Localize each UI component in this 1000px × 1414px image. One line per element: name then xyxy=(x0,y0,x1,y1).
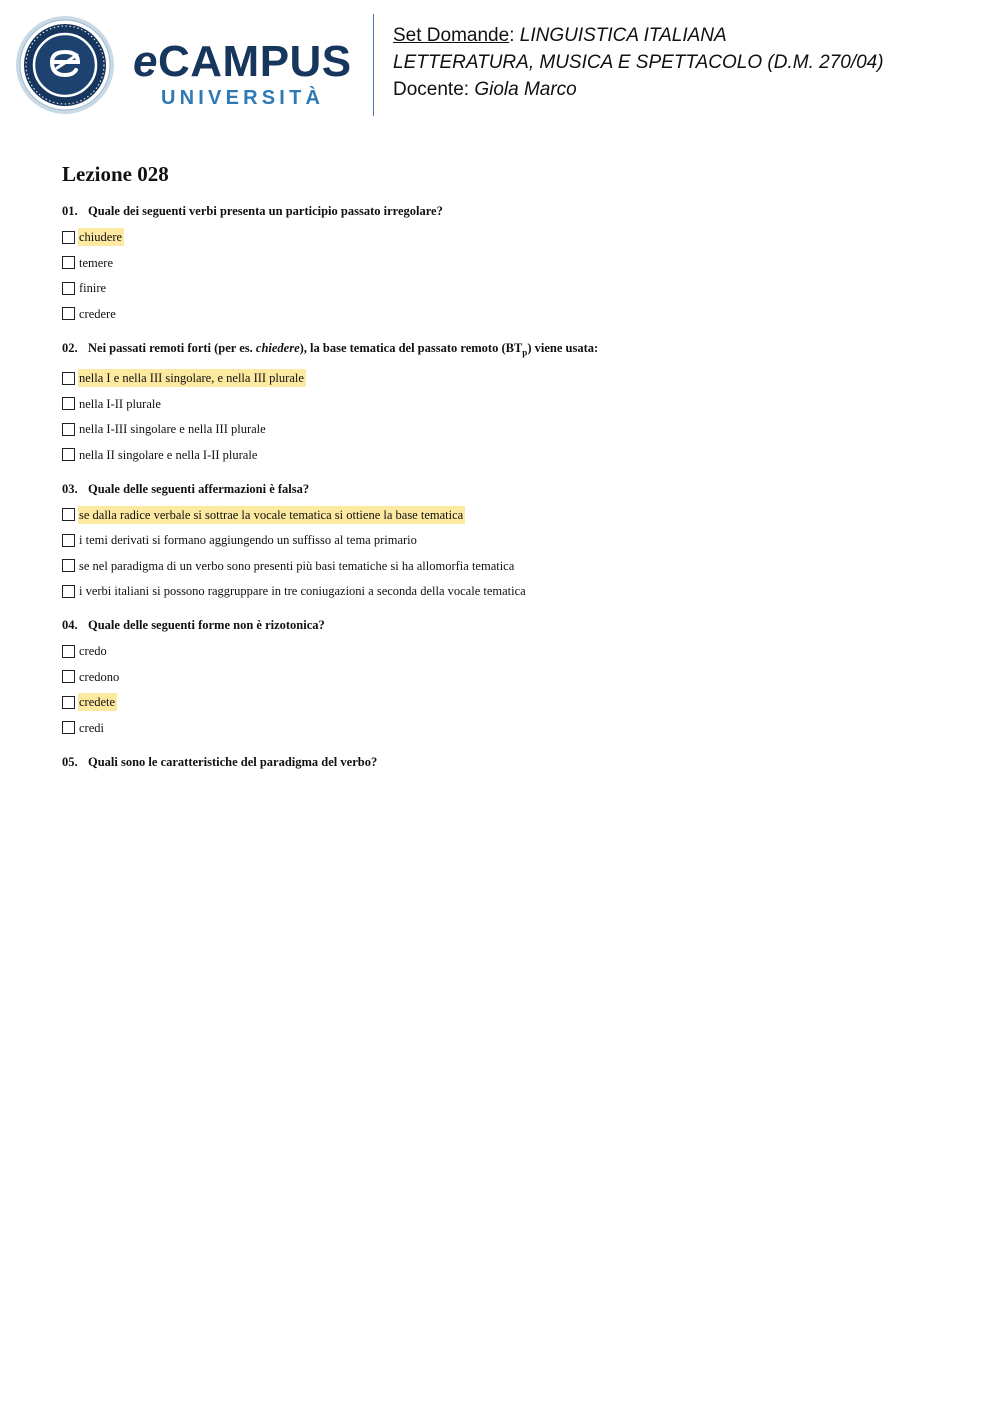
brand-campus: CAMPUS xyxy=(157,37,352,86)
option-label: se dalla radice verbale si sottrae la vocale tematica si ottiene la base tematica xyxy=(79,507,464,522)
course-line-1 xyxy=(393,22,884,49)
teacher-line xyxy=(393,76,884,103)
checkbox[interactable] xyxy=(62,670,75,683)
course-info xyxy=(393,22,884,103)
question-number: 01. xyxy=(62,204,78,218)
answer-option[interactable] xyxy=(62,279,942,297)
checkbox[interactable] xyxy=(62,696,75,709)
checkbox[interactable] xyxy=(62,508,75,521)
question-body-a: Nei passati remoti forti (per es. xyxy=(88,340,256,355)
question-number: 04. xyxy=(62,618,78,632)
question-body-italic: chiedere xyxy=(255,340,300,355)
checkbox[interactable] xyxy=(62,231,75,244)
answer-option[interactable] xyxy=(62,369,942,387)
question-text xyxy=(62,202,942,220)
option-label: finire xyxy=(79,281,107,295)
question-number: 03. xyxy=(62,481,78,496)
answer-option[interactable] xyxy=(62,395,942,413)
answer-option[interactable] xyxy=(62,228,942,246)
option-label: temere xyxy=(79,255,114,270)
checkbox[interactable] xyxy=(62,721,75,734)
option-label: i temi derivati si formano aggiungendo un suffisso al tema primario xyxy=(79,533,417,547)
option-label: credete xyxy=(79,695,116,709)
checkbox[interactable] xyxy=(62,534,75,547)
question-body-c: ), la base tematica del passato remoto (BT xyxy=(299,340,523,355)
answer-option[interactable] xyxy=(62,420,942,438)
question-05 xyxy=(62,753,942,771)
checkbox[interactable] xyxy=(62,372,75,385)
question-body: Quali sono le caratteristiche del paradigma del verbo? xyxy=(88,754,378,769)
checkbox[interactable] xyxy=(62,559,75,572)
option-label: credo xyxy=(79,644,107,658)
answer-option[interactable] xyxy=(62,506,942,524)
question-body: Quale delle seguenti forme non è rizotonica? xyxy=(88,618,325,632)
option-label: i verbi italiani si possono raggruppare in tre coniugazioni a seconda della vocale tematica xyxy=(79,584,526,598)
question-subscript: p xyxy=(522,347,528,357)
question-03 xyxy=(62,480,942,601)
option-label: credono xyxy=(79,669,120,684)
question-number: 02. xyxy=(62,340,78,355)
answer-option[interactable] xyxy=(62,557,942,575)
question-text xyxy=(62,753,942,771)
checkbox[interactable] xyxy=(62,585,75,598)
ecampus-wordmark xyxy=(133,37,352,110)
header-divider xyxy=(373,14,374,116)
option-label: credere xyxy=(79,306,116,321)
lesson-title: Lezione 028 xyxy=(62,162,169,186)
answer-option[interactable] xyxy=(62,582,942,600)
answer-option[interactable] xyxy=(62,446,942,464)
question-text xyxy=(62,616,942,634)
answer-option[interactable] xyxy=(62,254,942,272)
checkbox[interactable] xyxy=(62,645,75,658)
checkbox[interactable] xyxy=(62,256,75,269)
question-body: Quale dei seguenti verbi presenta un participio passato irregolare? xyxy=(88,204,443,218)
question-body-e: ) viene usata: xyxy=(527,340,599,355)
brand-e: e xyxy=(133,37,158,86)
checkbox[interactable] xyxy=(62,282,75,295)
quiz-content xyxy=(62,160,942,787)
brand-name xyxy=(133,37,352,86)
question-text xyxy=(62,480,942,498)
option-label: nella I-III singolare e nella III plurale xyxy=(79,422,266,436)
checkbox[interactable] xyxy=(62,397,75,410)
question-04 xyxy=(62,616,942,737)
option-label: nella I e nella III singolare, e nella III plurale xyxy=(79,371,304,385)
teacher-label: Docente: xyxy=(393,79,475,100)
question-number: 05. xyxy=(62,754,78,769)
question-body: Quale delle seguenti affermazioni è falsa? xyxy=(88,481,310,496)
brand-sub: UNIVERSITÀ xyxy=(161,87,325,109)
course-name: LINGUISTICA ITALIANA xyxy=(519,25,727,46)
option-label: chiudere xyxy=(79,230,123,244)
question-text xyxy=(62,339,942,362)
answer-option[interactable] xyxy=(62,642,942,660)
question-02 xyxy=(62,339,942,464)
answer-option[interactable] xyxy=(62,531,942,549)
option-label: se nel paradigma di un verbo sono presenti più basi tematiche si ha allomorfia tematica xyxy=(79,558,515,573)
answer-option[interactable] xyxy=(62,719,942,737)
question-01 xyxy=(62,202,942,323)
course-line-2: LETTERATURA, MUSICA E SPETTACOLO (D.M. 270/04) xyxy=(393,52,884,73)
option-label: nella II singolare e nella I-II plurale xyxy=(79,447,258,462)
answer-option[interactable] xyxy=(62,305,942,323)
checkbox[interactable] xyxy=(62,448,75,461)
set-separator: : xyxy=(509,25,520,46)
checkbox[interactable] xyxy=(62,307,75,320)
teacher-name: Giola Marco xyxy=(474,79,577,100)
answer-option[interactable] xyxy=(62,668,942,686)
ecampus-seal-logo xyxy=(15,15,115,115)
option-label: nella I-II plurale xyxy=(79,396,161,411)
page-header xyxy=(0,0,1000,130)
checkbox[interactable] xyxy=(62,423,75,436)
option-label: credi xyxy=(79,720,104,735)
answer-option[interactable] xyxy=(62,693,942,711)
set-label: Set Domande xyxy=(393,25,510,46)
